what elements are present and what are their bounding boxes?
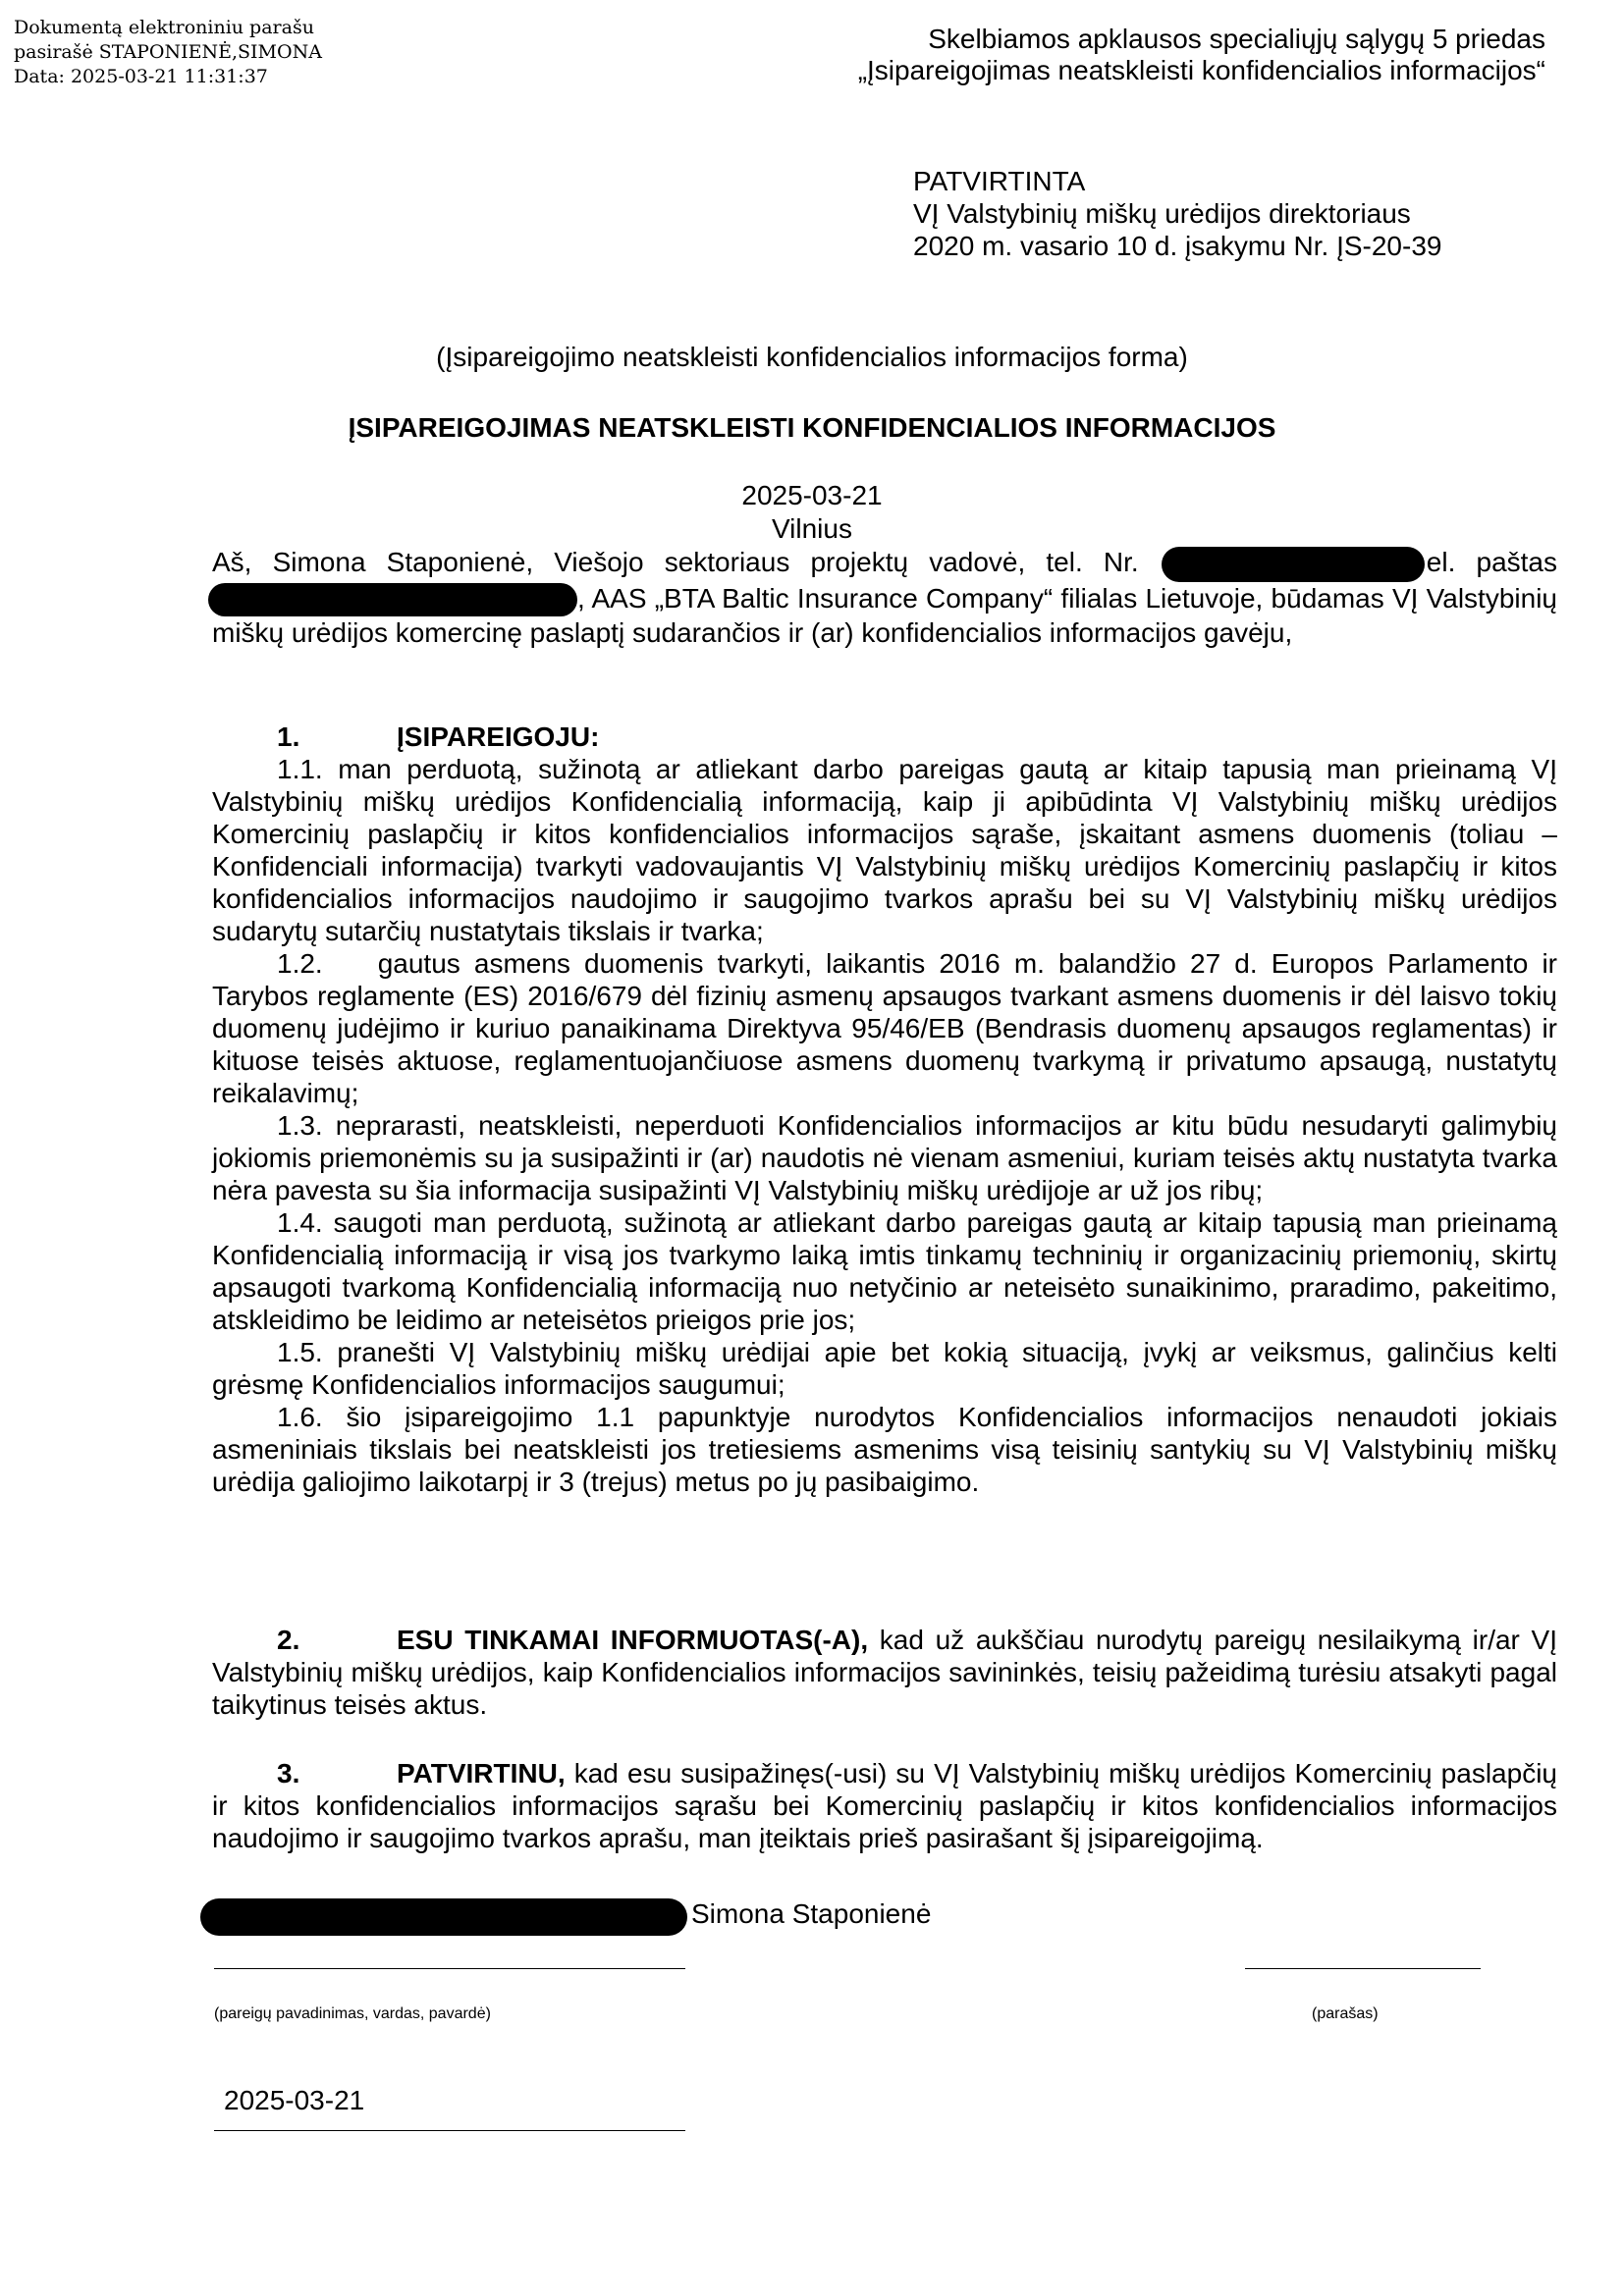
list-item-1-3: 1.3. neprarasti, neatskleisti, neperduoti Konfidencialios informacijos ar kitu būdu nesudaryti galimybių jokiomis priemonėmis su ja susipažinti ir (ar) naudotis nė vienam asmeniui, kuriam teisės aktų nustatyta tvarka nėra pavesta su šia informacija susipažinti VĮ Valstybinių miškų urėdijoje ar už jos ribų; <box>212 1110 1557 1205</box>
section-3-heading: PATVIRTINU, <box>397 1758 566 1789</box>
esignature-stamp <box>14 16 322 89</box>
approval-line-1: PATVIRTINTA <box>913 166 1086 196</box>
annex-header <box>662 24 1545 86</box>
section-1-heading: ĮSIPAREIGOJU: <box>397 721 600 752</box>
list-item-1-1: 1.1. man perduotą, sužinotą ar atliekant darbo pareigas gautą ar kitaip tapusią man prieinamą VĮ Valstybinių miškų urėdijos Konfidencialią informaciją, kaip ji apibūdinta VĮ Valstybinių miškų urėdijos Komercinių paslapčių ir kitos konfidencialios informacijos sąraše, įskaitant asmens duomenis (toliau – Konfidenciali informacija) tvarkyti vadovaujantis VĮ Valstybinių miškų urėdijos Komercinių paslapčių ir kitos konfidencialios informacijos naudojimo ir saugojimo tvarkos aprašu bei su VĮ Valstybinių miškų urėdijos sudarytų sutarčių nustatytais tikslais ir tvarka; <box>212 754 1557 946</box>
list-item-1-4: 1.4. saugoti man perduotą, sužinotą ar atliekant darbo pareigas gautą ar kitaip tapusią man prieinamą Konfidencialią informaciją ir visą jos tvarkymo laiką imtis tinkamų techninių ir organizacinių priemonių, skirtų apsaugoti tvarkomą Konfidencialią informaciją nuo netyčinio ar neteisėto sunaikinimo, praradimo, pakeitimo, atskleidimo be leidimo ar neteisėtos prieigos prie jos; <box>212 1207 1557 1335</box>
intro-paragraph <box>212 546 1557 649</box>
signer-name: Simona Staponienė <box>691 1898 932 1929</box>
section-2-text: kad už aukščiau nurodytų pareigų nesilaikymą ir/ar VĮ Valstybinių miškų urėdijos, kaip Konfidencialios informacijos savininkės, teisių pažeidimą turėsiu atsakyti pagal taikytinus teisės aktus. <box>212 1625 1557 1720</box>
document-date: 2025-03-21 <box>741 480 883 510</box>
redacted-position-title <box>200 1898 687 1936</box>
approval-line-3: 2020 m. vasario 10 d. įsakymu Nr. ĮS-20-39 <box>913 231 1442 261</box>
annex-line-1: Skelbiamos apklausos specialiųjų sąlygų 5 priedas <box>928 24 1545 54</box>
section-1-header <box>212 721 1557 753</box>
signature-date: 2025-03-21 <box>224 2085 365 2115</box>
signature-underline-right <box>1245 1968 1481 1969</box>
esignature-line-2: pasirašė STAPONIENĖ,SIMONA <box>14 41 322 63</box>
section-3-number: 3. <box>277 1758 300 1789</box>
form-name: (Įsipareigojimo neatskleisti konfidencialios informacijos forma) <box>436 342 1188 372</box>
signature-underline-left <box>214 1968 685 1969</box>
section-3 <box>212 1757 1557 1854</box>
section-1 <box>212 721 1557 1498</box>
document-city: Vilnius <box>772 513 852 544</box>
section-2 <box>212 1624 1557 1721</box>
caption-position-name: (pareigų pavadinimas, vardas, pavardė) <box>214 2005 491 2022</box>
list-item-1-6: 1.6. šio įsipareigojimo 1.1 papunktyje nurodytos Konfidencialios informacijos nenaudoti jokiais asmeniniais tikslais bei neatskleisti jos tretiesiems asmenims visą teisinių santykių su VĮ Valstybinių miškų urėdija galiojimo laikotarpį ir 3 (trejus) metus po jų pasibaigimo. <box>212 1402 1557 1497</box>
date-underline <box>214 2130 685 2131</box>
document-title: ĮSIPAREIGOJIMAS NEATSKLEISTI KONFIDENCIALIOS INFORMACIJOS <box>348 412 1276 443</box>
list-item-1-5: 1.5. pranešti VĮ Valstybinių miškų urėdijai apie bet kokią situaciją, įvykį ar veiksmus, galinčius kelti grėsmę Konfidencialios informacijos saugumui; <box>212 1337 1557 1400</box>
approval-block <box>913 165 1441 262</box>
caption-signature: (parašas) <box>1312 2005 1379 2022</box>
esignature-line-1: Dokumentą elektroniniu parašu <box>14 17 314 38</box>
redacted-phone <box>1162 547 1425 582</box>
list-item-1-2: 1.2. gautus asmens duomenis tvarkyti, laikantis 2016 m. balandžio 27 d. Europos Parlamento ir Tarybos reglamente (ES) 2016/679 dėl fizinių asmenų apsaugos tvarkant asmens duomenis ir dėl laisvo tokių duomenų judėjimo ir kuriuo panaikinama Direktyva 95/46/EB (Bendrasis duomenų apsaugos reglamentas) ir kituose teisės aktuose, reglamentuojančiuose asmens duomenų tvarkymą ir privatumo apsaugą, nustatytų reikalavimų; <box>212 948 1557 1108</box>
redacted-email <box>208 583 577 616</box>
approval-line-2: VĮ Valstybinių miškų urėdijos direktoriaus <box>913 198 1411 229</box>
intro-part-1: Aš, Simona Staponienė, Viešojo sektoriaus projektų vadovė, tel. Nr. <box>212 547 1139 577</box>
annex-line-2: „Įsipareigojimas neatskleisti konfidencialios informacijos“ <box>857 55 1545 85</box>
intro-part-3: , AAS „BTA Baltic Insurance Company“ filialas Lietuvoje, būdamas VĮ Valstybinių miškų urėdijos komercinę paslaptį sudarančios ir (ar) konfidencialios informacijos gavėju, <box>212 582 1557 649</box>
section-1-number: 1. <box>277 721 300 752</box>
intro-part-2: el. paštas <box>1426 547 1557 577</box>
section-2-heading: ESU TINKAMAI INFORMUOTAS(-A), <box>397 1625 869 1655</box>
esignature-line-3: Data: 2025-03-21 11:31:37 <box>14 66 268 87</box>
section-3-text: kad esu susipažinęs(-usi) su VĮ Valstybinių miškų urėdijos Komercinių paslapčių ir kitos konfidencialios informacijos sąrašu bei Komercinių paslapčių ir kitos konfidencialios informacijos naudojimo ir saugojimo tvarkos aprašu, man įteiktais prieš pasirašant šį įsipareigojimą. <box>212 1758 1557 1853</box>
section-2-number: 2. <box>277 1625 300 1655</box>
